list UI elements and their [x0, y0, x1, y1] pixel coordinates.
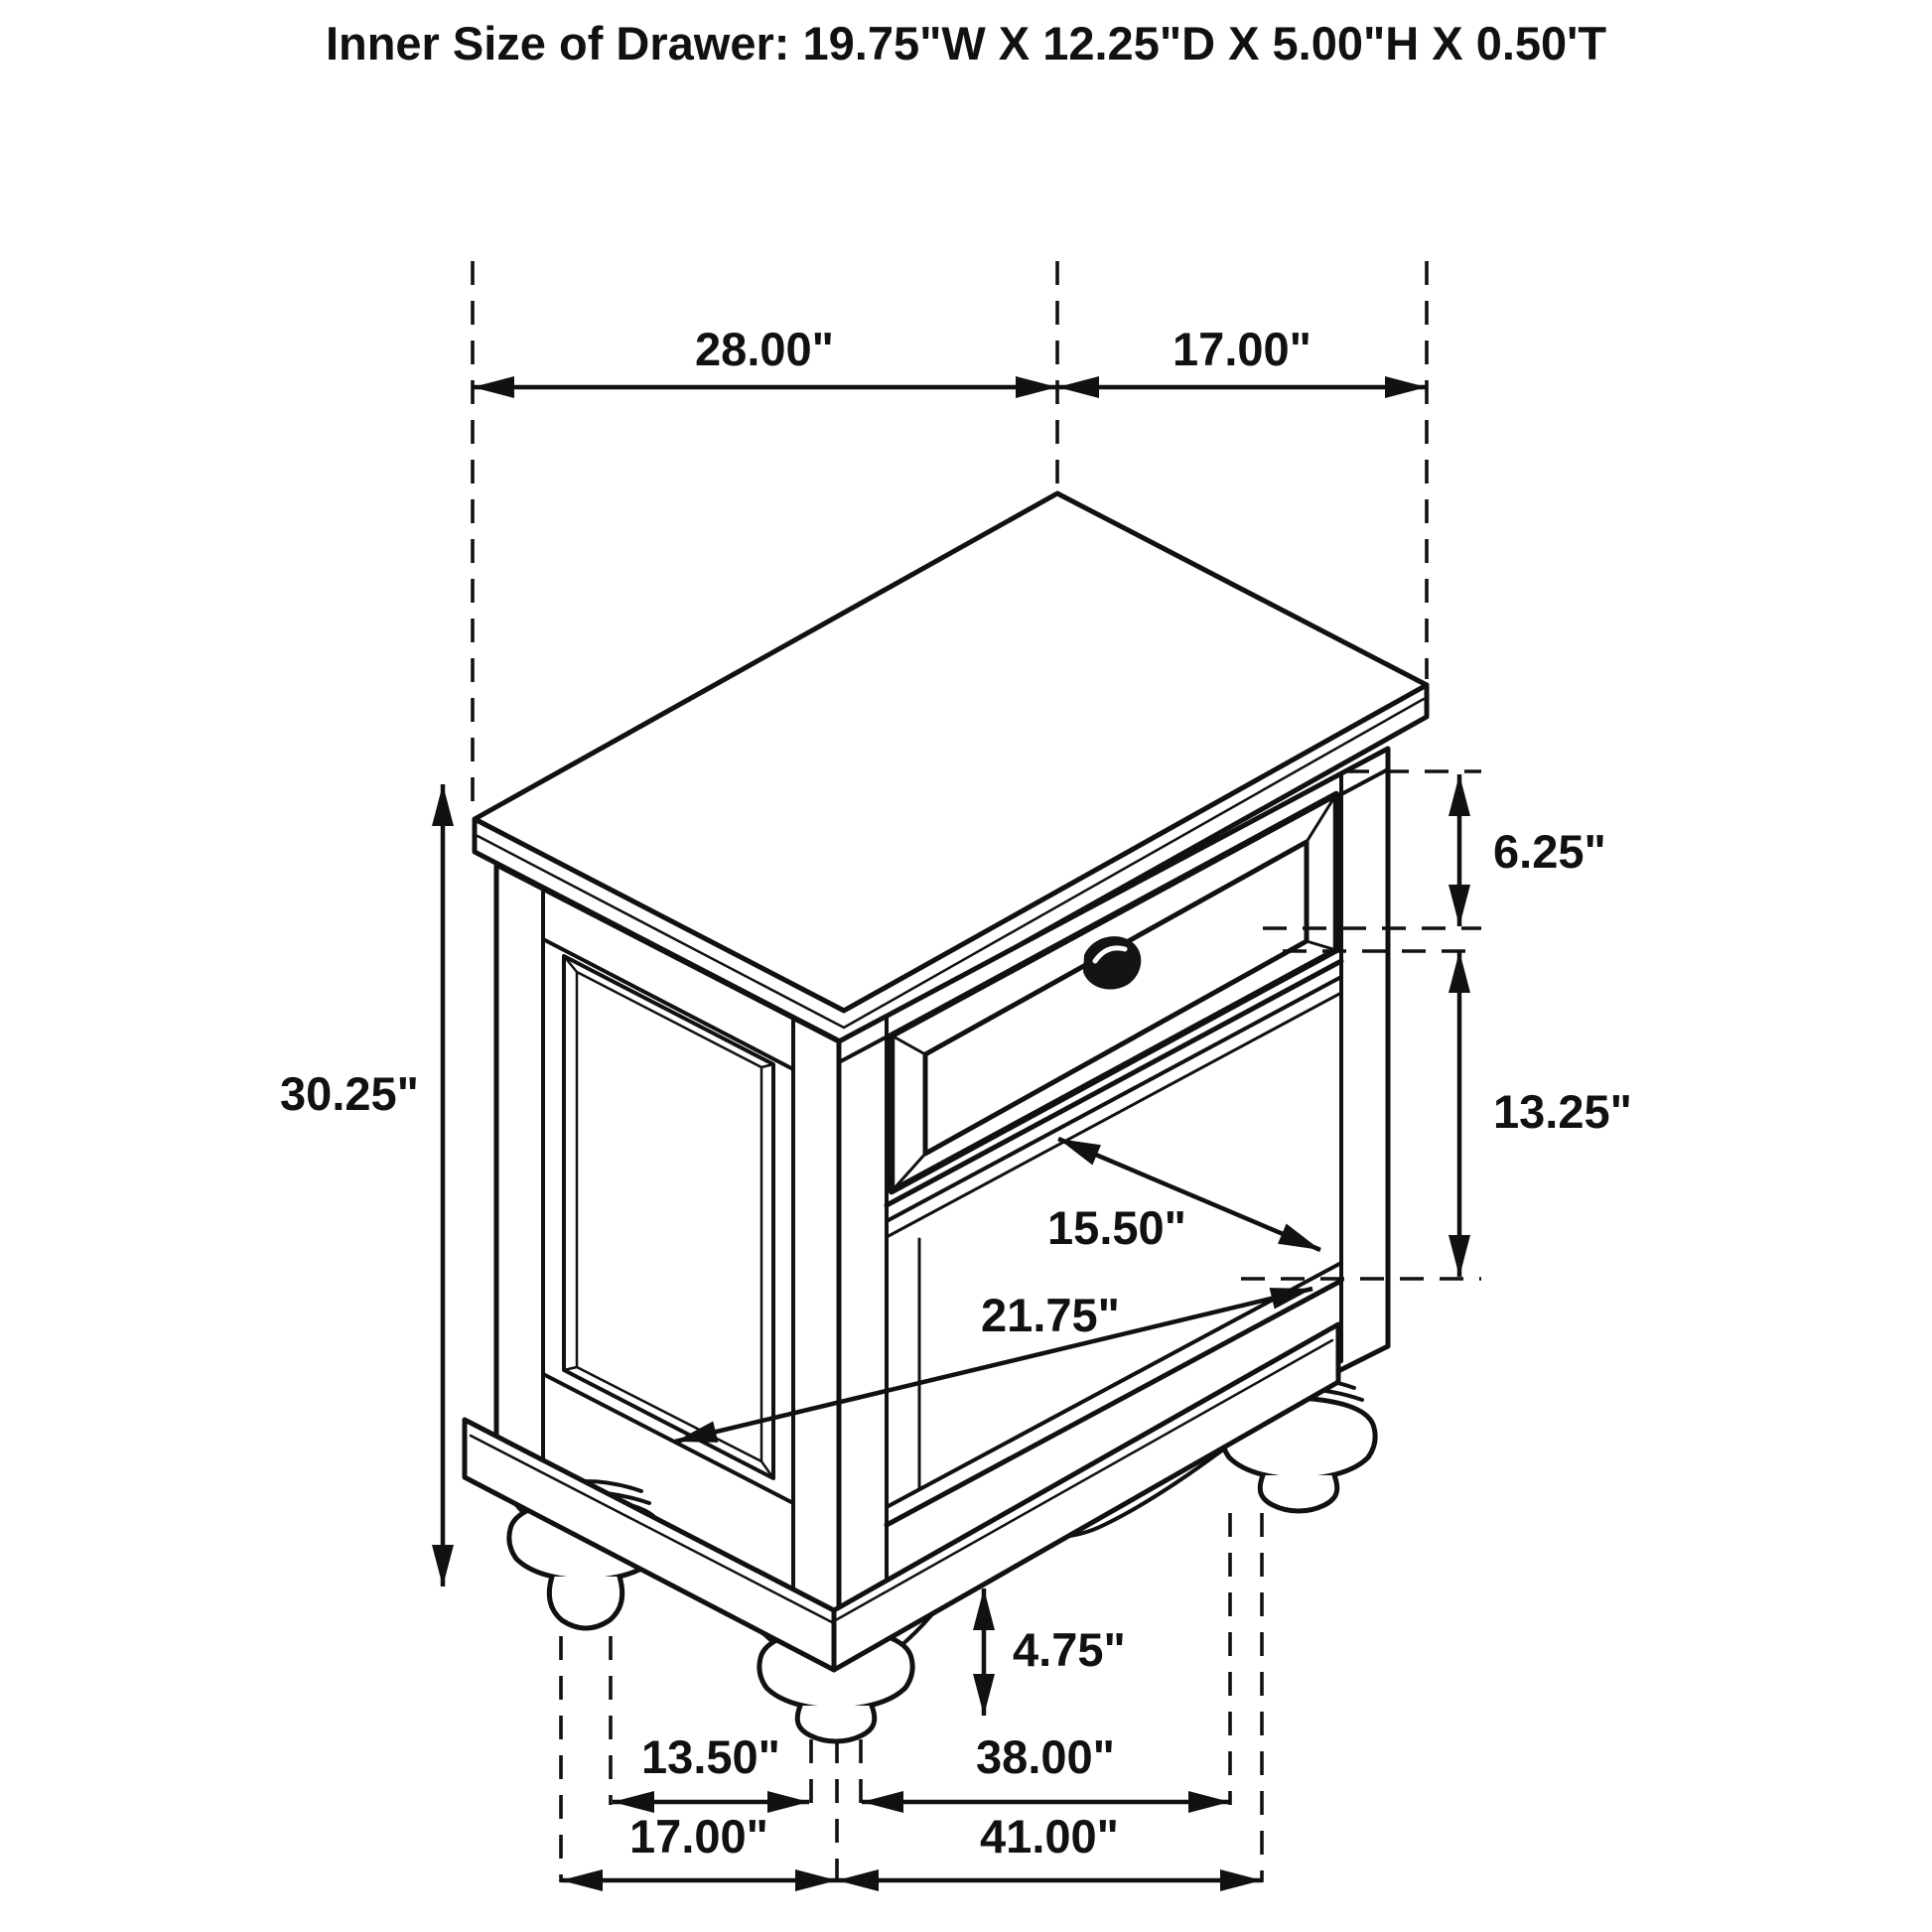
dimension-label: 17.00" [629, 1810, 768, 1863]
arrowhead [973, 1588, 995, 1630]
dimension-label: 41.00" [980, 1810, 1119, 1863]
arrowhead [1449, 774, 1470, 816]
arrowhead [432, 1545, 454, 1587]
arrowhead [862, 1791, 903, 1813]
arrowhead [795, 1869, 837, 1891]
dimension-label: 21.75" [981, 1289, 1120, 1341]
arrowhead [432, 784, 454, 826]
arrowhead [1449, 1235, 1470, 1277]
dimension-label: 15.50" [1047, 1201, 1186, 1254]
dimension-label: 13.25" [1493, 1085, 1632, 1138]
dimension-label: 13.50" [641, 1730, 780, 1783]
arrowhead [1188, 1791, 1230, 1813]
arrowhead [1449, 885, 1470, 926]
arrowhead [767, 1791, 809, 1813]
arrowhead [1016, 376, 1057, 398]
arrowhead [1220, 1869, 1262, 1891]
drawing-title: Inner Size of Drawer: 19.75"W X 12.25"D X 5.00"H X 0.50'T [325, 17, 1607, 69]
dimension-label: 30.25" [280, 1067, 419, 1120]
arrowhead [561, 1869, 603, 1891]
dimension-overall-height [280, 784, 454, 1587]
dimension-base-height [973, 1588, 1126, 1716]
dimension-label: 28.00" [695, 323, 834, 375]
arrowhead [1057, 376, 1099, 398]
dimension-label: 38.00" [976, 1730, 1115, 1783]
arrowhead [973, 1674, 995, 1716]
nightstand-artwork [465, 493, 1427, 1741]
arrowhead [1385, 376, 1427, 398]
dimension-label: 17.00" [1173, 323, 1311, 375]
arrowhead [837, 1869, 879, 1891]
dimension-label: 6.25" [1493, 825, 1606, 878]
dimension-label: 4.75" [1013, 1623, 1126, 1676]
arrowhead [1449, 951, 1470, 993]
arrowhead [473, 376, 514, 398]
